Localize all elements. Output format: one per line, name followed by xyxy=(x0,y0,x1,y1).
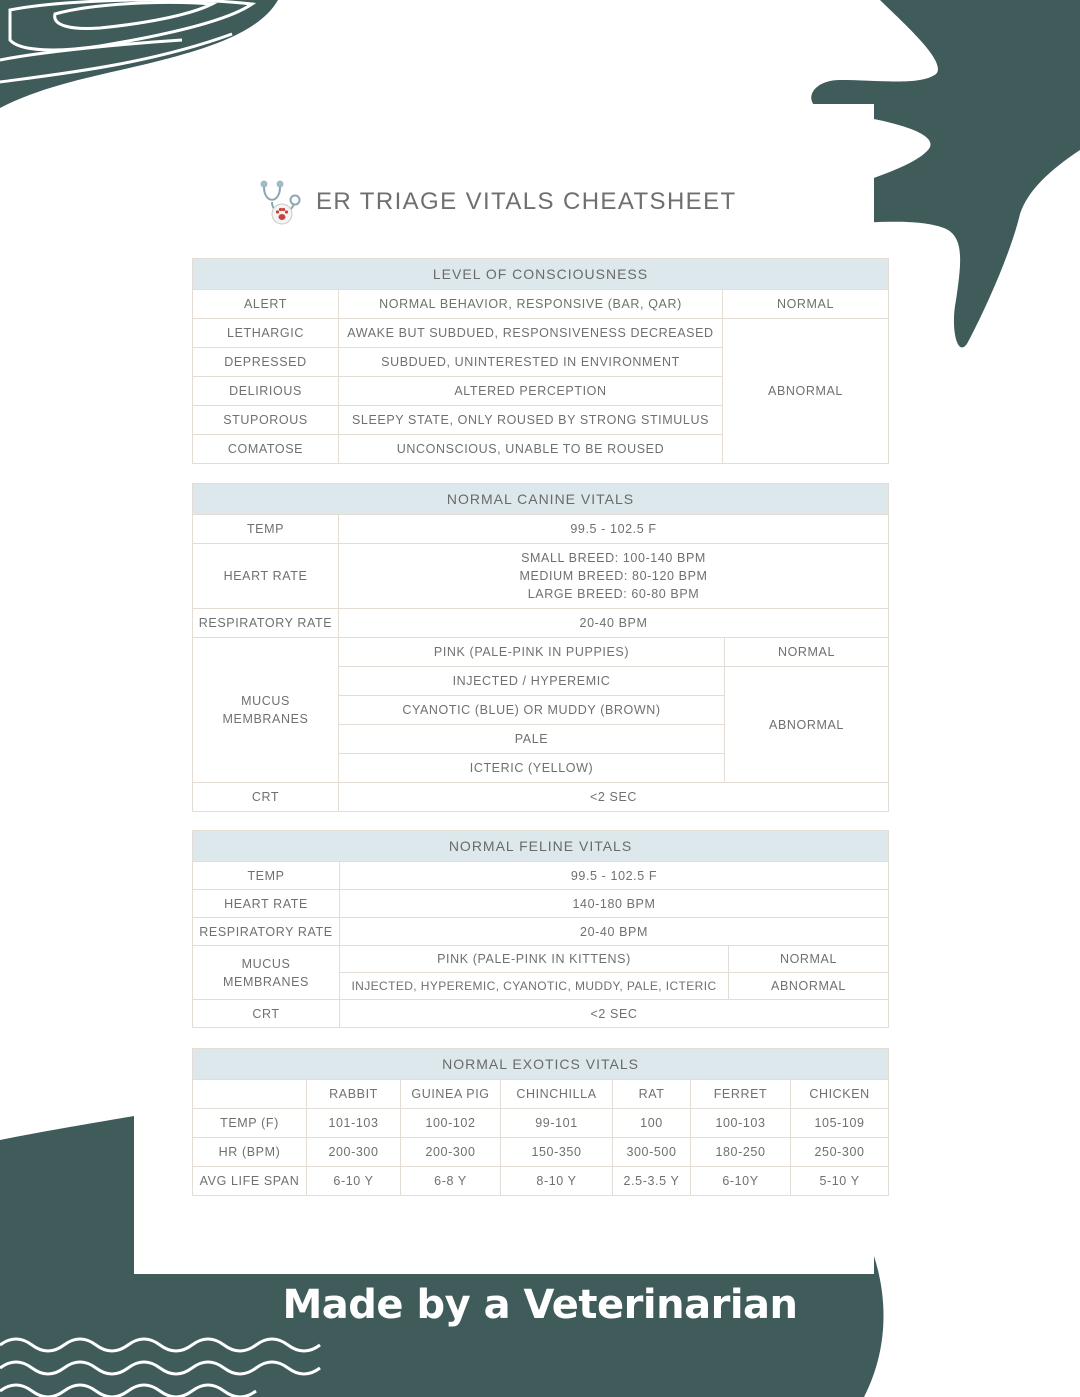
hr-medium-breed: MEDIUM BREED: 80-120 BPM xyxy=(519,569,708,583)
mm-description: PINK (PALE-PINK IN PUPPIES) xyxy=(339,638,725,667)
vital-value: 6-10 Y xyxy=(307,1167,401,1196)
vital-value: <2 SEC xyxy=(339,783,889,812)
table-row xyxy=(193,946,889,973)
table-row xyxy=(193,544,889,609)
mm-label-line: MUCUS xyxy=(241,956,291,971)
consciousness-table xyxy=(192,258,889,464)
vital-value: 20-40 BPM xyxy=(339,609,889,638)
vital-value: 2.5-3.5 Y xyxy=(613,1167,691,1196)
vital-value: 180-250 xyxy=(691,1138,791,1167)
vital-value: 6-8 Y xyxy=(401,1167,501,1196)
table-row xyxy=(193,918,889,946)
species-header: CHINCHILLA xyxy=(501,1080,613,1109)
vital-value: <2 SEC xyxy=(340,1000,889,1028)
vital-value: 100 xyxy=(613,1109,691,1138)
vital-label: TEMP xyxy=(193,862,340,890)
level-label: DEPRESSED xyxy=(193,348,339,377)
status-normal: NORMAL xyxy=(729,946,889,973)
topographic-blob-decoration xyxy=(0,0,278,108)
level-label: COMATOSE xyxy=(193,435,339,464)
vital-label: TEMP (F) xyxy=(193,1109,307,1138)
vital-label: HEART RATE xyxy=(193,544,339,609)
vital-value: 5-10 Y xyxy=(791,1167,889,1196)
canine-heading: NORMAL CANINE VITALS xyxy=(193,484,889,515)
vital-value: 300-500 xyxy=(613,1138,691,1167)
species-header: FERRET xyxy=(691,1080,791,1109)
page-title: ER TRIAGE VITALS CHEATSHEET xyxy=(316,188,737,215)
mm-description: PALE xyxy=(339,725,725,754)
hr-large-breed: LARGE BREED: 60-80 BPM xyxy=(527,587,700,601)
vital-value: 99.5 - 102.5 F xyxy=(339,515,889,544)
empty-corner-cell xyxy=(193,1080,307,1109)
footer-tagline: Made by a Veterinarian xyxy=(282,1282,798,1328)
vital-value: 105-109 xyxy=(791,1109,889,1138)
table-row xyxy=(193,515,889,544)
vital-value: 250-300 xyxy=(791,1138,889,1167)
stethoscope-paw-logo-icon xyxy=(258,178,304,226)
feline-vitals-table xyxy=(192,830,889,1028)
level-label: STUPOROUS xyxy=(193,406,339,435)
vital-label: CRT xyxy=(193,1000,340,1028)
vital-value: 6-10Y xyxy=(691,1167,791,1196)
table-row xyxy=(193,609,889,638)
vital-value: 8-10 Y xyxy=(501,1167,613,1196)
vital-label: AVG LIFE SPAN xyxy=(193,1167,307,1196)
mm-description: ICTERIC (YELLOW) xyxy=(339,754,725,783)
species-header: GUINEA PIG xyxy=(401,1080,501,1109)
vital-value: 100-102 xyxy=(401,1109,501,1138)
vital-value: 140-180 BPM xyxy=(340,890,889,918)
level-label: LETHARGIC xyxy=(193,319,339,348)
table-row xyxy=(193,1109,889,1138)
vital-label: HR (BPM) xyxy=(193,1138,307,1167)
level-description: AWAKE BUT SUBDUED, RESPONSIVENESS DECREASED xyxy=(339,319,723,348)
level-label: DELIRIOUS xyxy=(193,377,339,406)
exotics-vitals-table xyxy=(192,1048,889,1196)
table-row xyxy=(193,290,889,319)
status-abnormal: ABNORMAL xyxy=(729,973,889,1000)
heart-rate-values xyxy=(339,544,889,609)
mm-label-line: MUCUS xyxy=(241,694,290,708)
feline-heading: NORMAL FELINE VITALS xyxy=(193,831,889,862)
table-row xyxy=(193,1000,889,1028)
vital-value: 101-103 xyxy=(307,1109,401,1138)
hr-small-breed: SMALL BREED: 100-140 BPM xyxy=(521,551,706,565)
canine-vitals-table xyxy=(192,483,889,812)
vital-label: RESPIRATORY RATE xyxy=(193,918,340,946)
vital-value: 99.5 - 102.5 F xyxy=(340,862,889,890)
table-header-row xyxy=(193,1080,889,1109)
mm-label-line: MEMBRANES xyxy=(222,712,309,726)
vital-label: TEMP xyxy=(193,515,339,544)
vital-value: 200-300 xyxy=(307,1138,401,1167)
vital-label: HEART RATE xyxy=(193,890,340,918)
vital-value: 99-101 xyxy=(501,1109,613,1138)
level-description: ALTERED PERCEPTION xyxy=(339,377,723,406)
vital-value: 100-103 xyxy=(691,1109,791,1138)
mucus-membranes-label xyxy=(193,638,339,783)
vital-label: CRT xyxy=(193,783,339,812)
mucus-membranes-label xyxy=(193,946,340,1000)
status-normal: NORMAL xyxy=(723,290,889,319)
table-row xyxy=(193,783,889,812)
level-description: UNCONSCIOUS, UNABLE TO BE ROUSED xyxy=(339,435,723,464)
mm-description: CYANOTIC (BLUE) OR MUDDY (BROWN) xyxy=(339,696,725,725)
table-row xyxy=(193,1167,889,1196)
status-abnormal: ABNORMAL xyxy=(725,667,889,783)
consciousness-heading: LEVEL OF CONSCIOUSNESS xyxy=(193,259,889,290)
vital-value: 150-350 xyxy=(501,1138,613,1167)
level-description: SUBDUED, UNINTERESTED IN ENVIRONMENT xyxy=(339,348,723,377)
table-row xyxy=(193,890,889,918)
vital-value: 200-300 xyxy=(401,1138,501,1167)
level-label: ALERT xyxy=(193,290,339,319)
table-row xyxy=(193,862,889,890)
status-abnormal: ABNORMAL xyxy=(723,319,889,464)
exotics-heading: NORMAL EXOTICS VITALS xyxy=(193,1049,889,1080)
level-description: NORMAL BEHAVIOR, RESPONSIVE (BAR, QAR) xyxy=(339,290,723,319)
table-row xyxy=(193,1138,889,1167)
mm-description: INJECTED, HYPEREMIC, CYANOTIC, MUDDY, PALE, ICTERIC xyxy=(340,973,729,1000)
mm-label-line: MEMBRANES xyxy=(223,974,309,989)
mm-description: INJECTED / HYPEREMIC xyxy=(339,667,725,696)
table-row xyxy=(193,638,889,667)
species-header: RAT xyxy=(613,1080,691,1109)
mm-description: PINK (PALE-PINK IN KITTENS) xyxy=(340,946,729,973)
vital-value: 20-40 BPM xyxy=(340,918,889,946)
species-header: RABBIT xyxy=(307,1080,401,1109)
vital-label: RESPIRATORY RATE xyxy=(193,609,339,638)
table-row xyxy=(193,319,889,348)
level-description: SLEEPY STATE, ONLY ROUSED BY STRONG STIMULUS xyxy=(339,406,723,435)
species-header: CHICKEN xyxy=(791,1080,889,1109)
status-normal: NORMAL xyxy=(725,638,889,667)
page-header xyxy=(258,178,737,226)
